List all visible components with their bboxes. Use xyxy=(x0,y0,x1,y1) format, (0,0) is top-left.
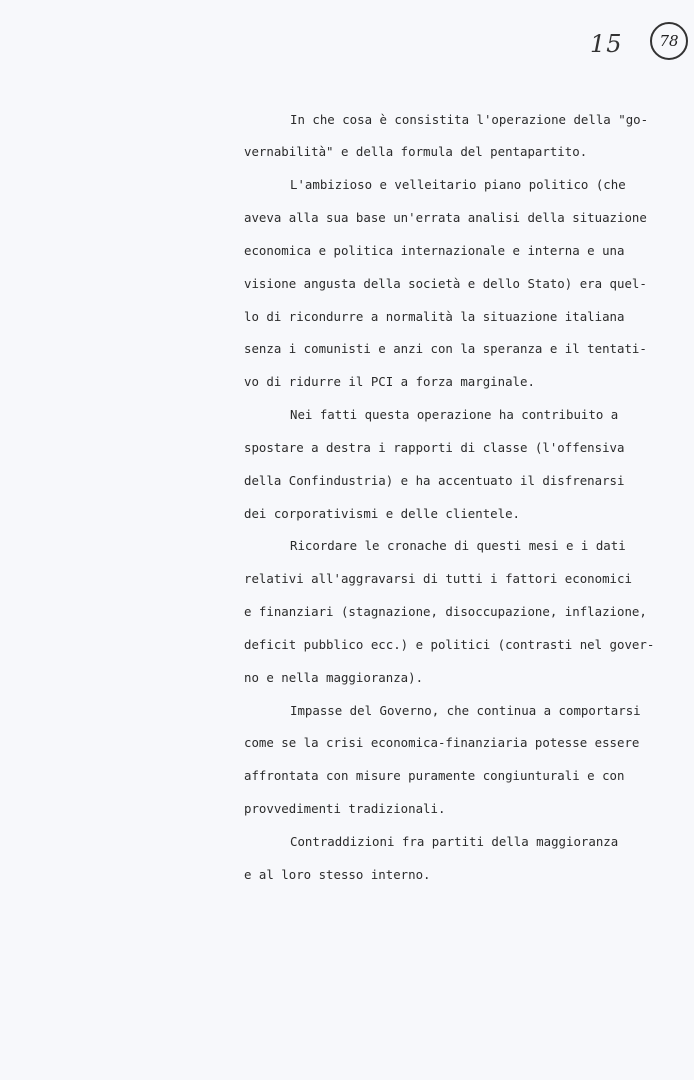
text-line: della Confindustria) e ha accentuato il disfrenarsi xyxy=(244,473,625,488)
text-line: senza i comunisti e anzi con la speranza e il tentati- xyxy=(244,341,647,356)
text-line: no e nella maggioranza). xyxy=(244,670,424,685)
text-line: Nei fatti questa operazione ha contribuito a xyxy=(290,407,619,422)
text-line: e finanziari (stagnazione, disoccupazione, inflazione, xyxy=(244,604,647,619)
text-line: lo di ricondurre a normalità la situazione italiana xyxy=(244,309,625,324)
text-line: dei corporativismi e delle clientele. xyxy=(244,506,521,521)
text-line: come se la crisi economica-finanziaria potesse essere xyxy=(244,735,640,750)
text-line: vernabilità" e della formula del pentapartito. xyxy=(244,144,588,159)
text-line: spostare a destra i rapporti di classe (l'offensiva xyxy=(244,440,625,455)
text-line: economica e politica internazionale e interna e una xyxy=(244,243,625,258)
text-line: deficit pubblico ecc.) e politici (contrasti nel gover- xyxy=(244,637,655,652)
text-line: In che cosa è consistita l'operazione della "go- xyxy=(290,112,649,127)
text-line: aveva alla sua base un'errata analisi della situazione xyxy=(244,210,647,225)
circled-page-number: 78 xyxy=(650,22,688,60)
text-line: affrontata con misure puramente congiunturali e con xyxy=(244,768,625,783)
text-line: visione angusta della società e dello Stato) era quel- xyxy=(244,276,647,291)
text-line: Contraddizioni fra partiti della maggioranza xyxy=(290,834,619,849)
text-line: e al loro stesso interno. xyxy=(244,867,431,882)
text-line: vo di ridurre il PCI a forza marginale. xyxy=(244,374,535,389)
text-line: L'ambizioso e velleitario piano politico (che xyxy=(290,177,626,192)
text-line: relativi all'aggravarsi di tutti i fattori economici xyxy=(244,571,632,586)
text-line: Impasse del Governo, che continua a comportarsi xyxy=(290,703,641,718)
text-line: Ricordare le cronache di questi mesi e i dati xyxy=(290,538,626,553)
text-line: provvedimenti tradizionali. xyxy=(244,801,446,816)
handwritten-page-number: 15 xyxy=(590,30,623,58)
